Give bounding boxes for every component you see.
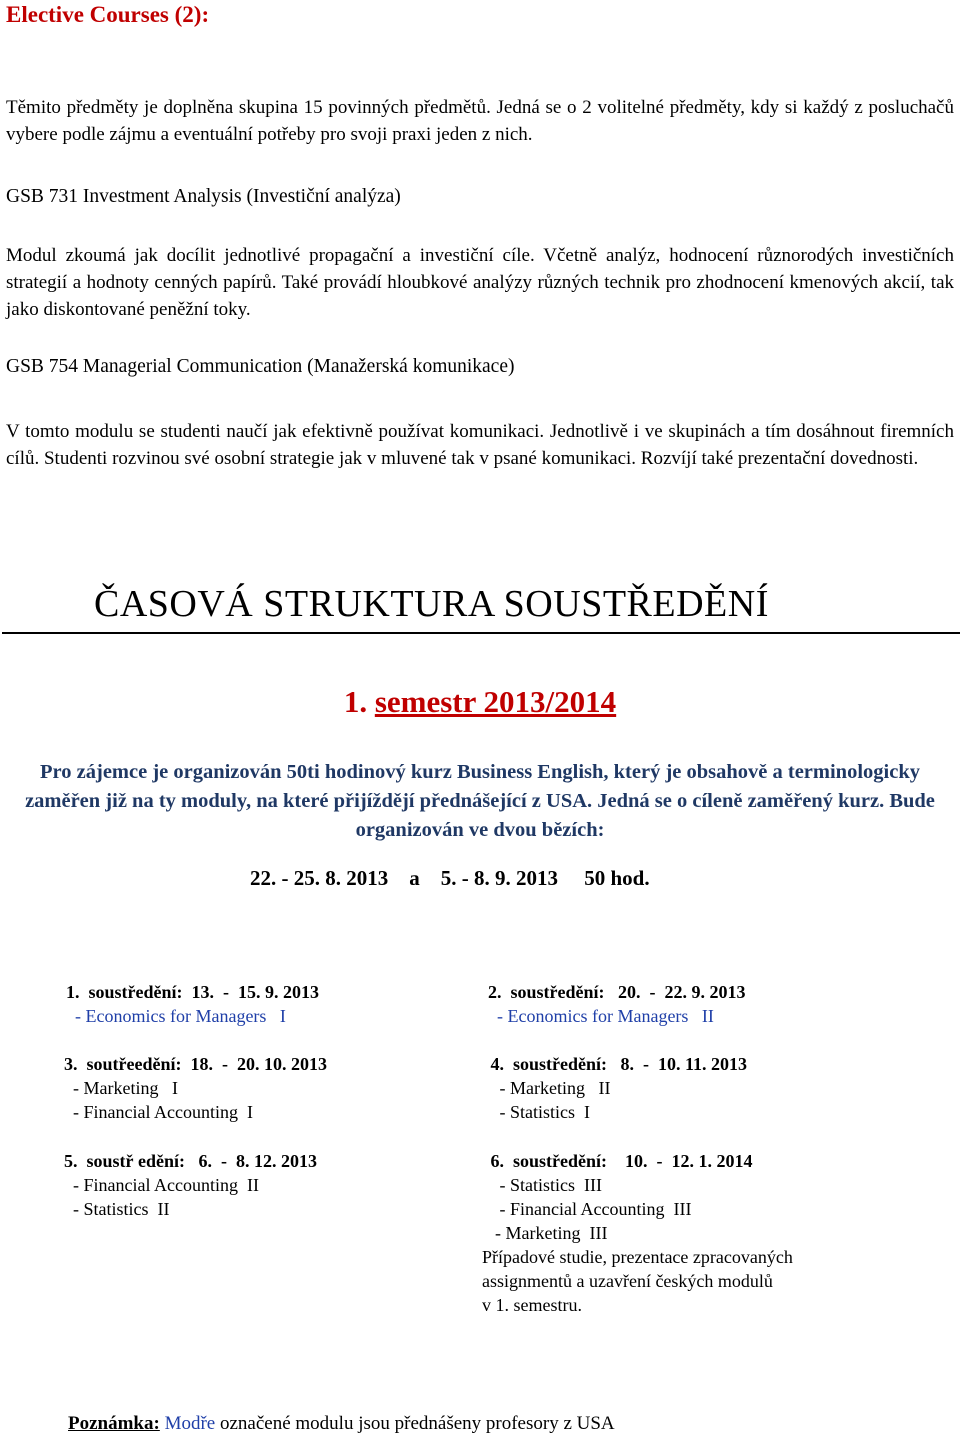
session-item: - Financial Accounting II [64,1175,259,1195]
session-4 [486,1052,747,1124]
session-item: - Statistics II [64,1199,170,1219]
structure-title: ČASOVÁ STRUKTURA SOUSTŘEDĚNÍ [94,583,769,625]
session-heading: 3. soutřeedění: 18. - 20. 10. 2013 [64,1054,327,1074]
session-5 [64,1149,317,1221]
session-heading: 2. soustředění: 20. - 22. 9. 2013 [488,982,746,1002]
title-rule [2,632,960,634]
english-course-text: Pro zájemce je organizován 50ti hodinový kurz Business English, který je obsahově a terminologicky zaměřen již na ty moduly, na které přijíždějí přednášející z USA. Jedná se o cíleně zaměřený kurz. Bude organizován ve dvou bězích: [25,761,935,841]
course-title-communication: GSB 754 Managerial Communication (Manažerská komunikace) [6,356,515,377]
footnote-blue-word: Modře [164,1413,216,1434]
intro-paragraph: Těmito předměty je doplněna skupina 15 povinných předmětů. Jedná se o 2 volitelné předměty, kdy si každý z posluchačů vybere podle zájmu a eventuální potřeby pro svoji praxi jeden z nich. [6,97,954,145]
course-description-communication: V tomto modulu se studenti naučí jak efektivně používat komunikaci. Jednotlivě i ve skupinách a tím dosáhnout firemních cílů. Studenti rozvinou své osobní strategie jak v mluvené tak v psané komunikaci. Rozvíjí také prezentační dovednosti. [6,421,954,469]
session-item: - Financial Accounting I [64,1102,253,1122]
session-item: - Economics for Managers II [488,1006,714,1026]
semester-heading [0,684,960,720]
session-item: - Statistics III [486,1175,602,1195]
semester-number: 1. [343,684,368,719]
session-note-line: v 1. semestru. [482,1295,582,1315]
session-item: - Marketing I [64,1078,178,1098]
session-2 [488,980,746,1028]
english-course-dates: 22. - 25. 8. 2013 a 5. - 8. 9. 2013 50 hod. [250,866,650,890]
session-heading: 4. soustředění: 8. - 10. 11. 2013 [486,1054,747,1074]
session-1 [66,980,319,1028]
elective-heading: Elective Courses (2): [6,2,210,27]
session-item: - Economics for Managers I [66,1006,286,1026]
semester-label: semestr 2013/2014 [374,684,617,719]
session-3 [64,1052,327,1124]
footnote-label: Poznámka: [68,1413,160,1434]
session-heading: 1. soustředění: 13. - 15. 9. 2013 [66,982,319,1002]
session-note-line: assignmentů a uzavření českých modulů [482,1271,773,1291]
session-note-line: Případové studie, prezentace zpracovaných [482,1247,793,1267]
course-description-investment: Modul zkoumá jak docílit jednotlivé propagační a investiční cíle. Včetně analýz, hodnocení různorodých investičních strategií a hodnoty cenných papírů. Také provádí hloubkové analýzy různých technik pro zhodnocení kmenových akcií, tak jako diskontované peněžní toky. [6,245,954,320]
footnote [68,1413,615,1435]
footnote-text: označené modulu jsou přednášeny profesory z USA [215,1413,615,1434]
session-heading: 6. soustředění: 10. - 12. 1. 2014 [486,1151,753,1171]
session-item: - Statistics I [486,1102,590,1122]
course-title-investment: GSB 731 Investment Analysis (Investiční analýza) [6,186,401,207]
session-item: - Marketing II [486,1078,611,1098]
session-6 [482,1149,793,1317]
session-heading: 5. soustř edění: 6. - 8. 12. 2013 [64,1151,317,1171]
session-item: - Marketing III [486,1223,608,1243]
session-item: - Financial Accounting III [486,1199,692,1219]
